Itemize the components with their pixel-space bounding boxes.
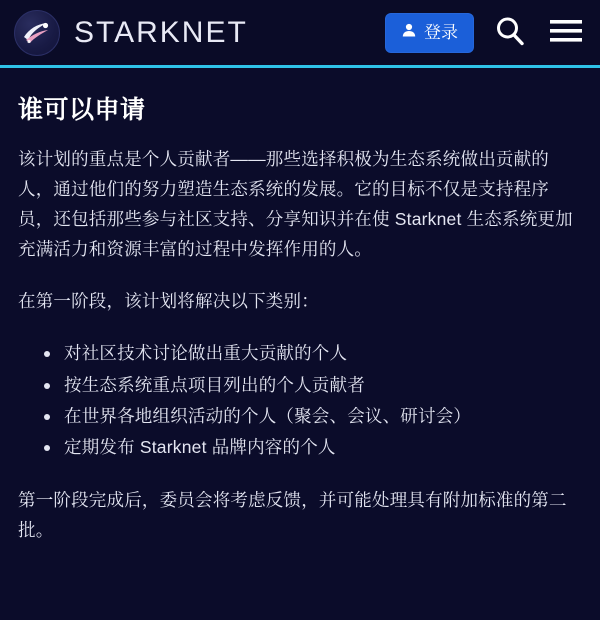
- list-item: 在世界各地组织活动的个人（聚会、会议、研讨会）: [64, 401, 582, 432]
- header-actions: [385, 13, 586, 53]
- search-icon: [493, 14, 527, 51]
- login-button-label: 登录: [424, 23, 458, 42]
- brand-area[interactable]: [14, 10, 385, 56]
- paragraph-phase-followup: 第一阶段完成后，委员会将考虑反馈，并可能处理具有附加标准的第二批。: [18, 490, 567, 541]
- list-item: 对社区技术讨论做出重大贡献的个人: [64, 338, 582, 369]
- starknet-logo-icon: [14, 10, 60, 56]
- list-item: 定期发布 Starknet 品牌内容的个人: [64, 432, 582, 463]
- login-button[interactable]: [385, 13, 474, 53]
- main-content: [0, 68, 600, 545]
- paragraph-phase-intro: 在第一阶段，该计划将解决以下类别：: [18, 291, 319, 312]
- brand-name: STARKNET: [74, 15, 248, 49]
- search-button[interactable]: [490, 13, 530, 53]
- list-item: 按生态系统重点项目列出的个人贡献者: [64, 370, 582, 401]
- user-icon: [401, 22, 417, 43]
- category-list: [18, 338, 582, 463]
- page-title: 谁可以申请: [18, 96, 146, 124]
- menu-button[interactable]: [546, 13, 586, 53]
- app-header: [0, 0, 600, 68]
- hamburger-menu-icon: [549, 18, 583, 47]
- paragraph-focus: 该计划的重点是个人贡献者——那些选择积极为生态系统做出贡献的人，通过他们的努力塑造生态系统的发展。它的目标不仅是支持程序员，还包括那些参与社区支持、分享知识并在使 Starknet 生态系统更加充满活力和资源丰富的过程中发挥作用的人。: [18, 149, 573, 260]
